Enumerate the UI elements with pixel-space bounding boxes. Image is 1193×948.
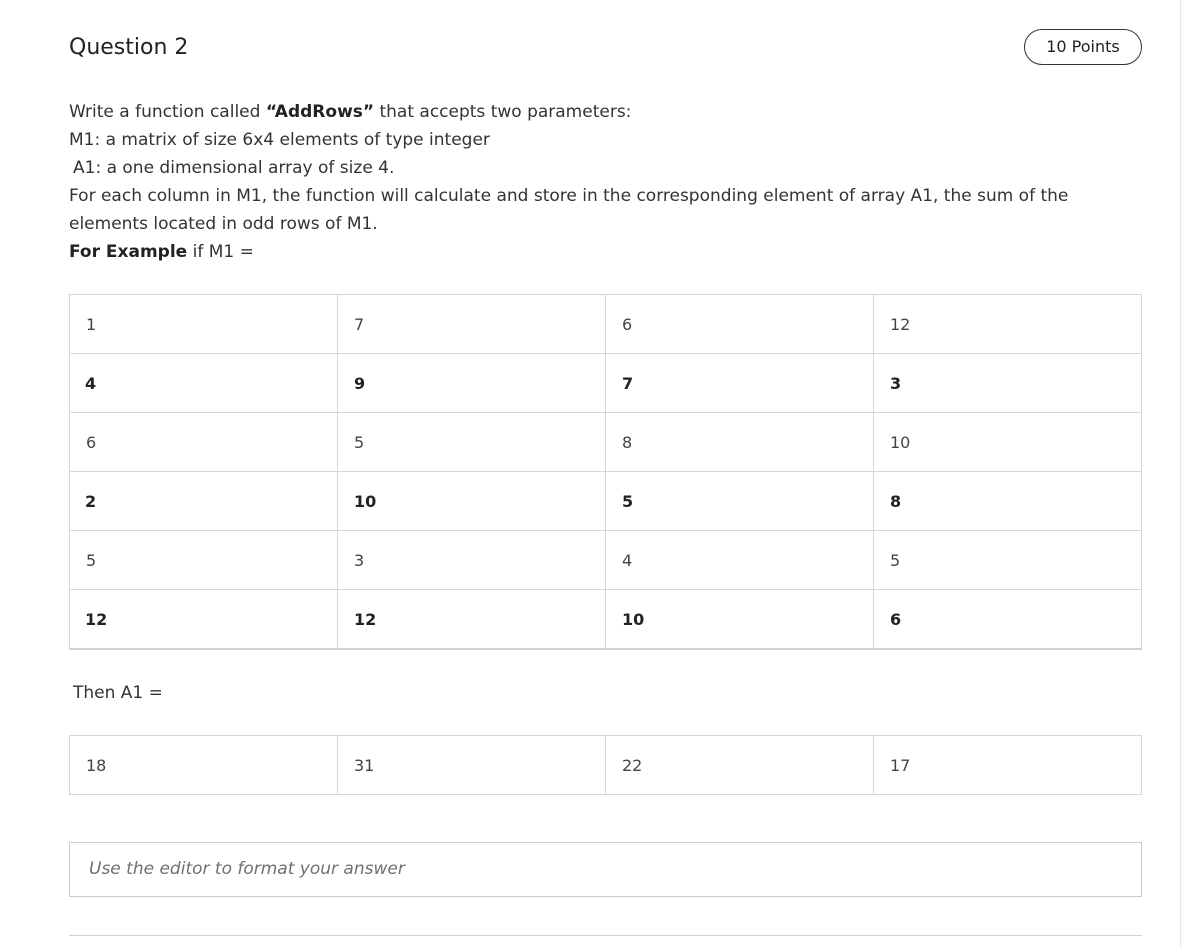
table-row: [70, 590, 1142, 650]
a1-array-table: [69, 735, 1142, 795]
table-row: [70, 354, 1142, 413]
prompt-line: A1: a one dimensional array of size 4.: [73, 158, 395, 178]
prompt-line: M1: a matrix of size 6x4 elements of type integer: [69, 130, 490, 150]
table-cell: 12: [874, 295, 1142, 354]
table-cell: 17: [874, 736, 1142, 795]
table-cell: 6: [70, 413, 338, 472]
table-cell: 22: [606, 736, 874, 795]
table-cell: 18: [70, 736, 338, 795]
table-cell: 3: [338, 531, 606, 590]
function-name: “AddRows”: [265, 102, 375, 122]
question-title: Question 2: [69, 35, 189, 60]
table-row: [70, 472, 1142, 531]
table-row: [70, 531, 1142, 590]
then-label: Then A1 =: [73, 683, 163, 703]
table-cell: 3: [874, 354, 1142, 413]
table-cell: 5: [338, 413, 606, 472]
table-cell: 1: [70, 295, 338, 354]
table-cell: 4: [70, 354, 338, 413]
points-badge: 10 Points: [1024, 29, 1142, 65]
table-cell: 8: [874, 472, 1142, 531]
table-cell: 4: [606, 531, 874, 590]
example-label: For Example: [69, 242, 188, 262]
table-cell: 6: [606, 295, 874, 354]
table-cell: 7: [606, 354, 874, 413]
table-cell: 10: [874, 413, 1142, 472]
table-cell: 10: [338, 472, 606, 531]
table-cell: 12: [70, 590, 338, 650]
table-cell: 8: [606, 413, 874, 472]
table-cell: 9: [338, 354, 606, 413]
answer-editor[interactable]: Use the editor to format your answer: [69, 842, 1142, 897]
table-cell: 7: [338, 295, 606, 354]
divider: [69, 935, 1142, 936]
table-cell: 5: [70, 531, 338, 590]
question-header: [69, 0, 1142, 100]
table-cell: 31: [338, 736, 606, 795]
m1-matrix-table: [69, 294, 1142, 650]
table-row: [70, 736, 1142, 795]
table-row: [70, 295, 1142, 354]
table-cell: 2: [70, 472, 338, 531]
question-card: [69, 0, 1142, 879]
table-cell: 5: [606, 472, 874, 531]
prompt-line: Write a function called “AddRows” that accepts two parameters:: [69, 102, 632, 122]
prompt-line: For each column in M1, the function will calculate and store in the corresponding element of array A1, the sum of the elements located in odd rows of M1.: [69, 186, 1069, 234]
page-scrollbar[interactable]: [1180, 0, 1193, 948]
table-cell: 12: [338, 590, 606, 650]
table-row: [70, 413, 1142, 472]
table-cell: 10: [606, 590, 874, 650]
prompt-line: For Example if M1 =: [69, 242, 254, 262]
question-prompt: [69, 98, 1142, 266]
table-cell: 5: [874, 531, 1142, 590]
table-cell: 6: [874, 590, 1142, 650]
